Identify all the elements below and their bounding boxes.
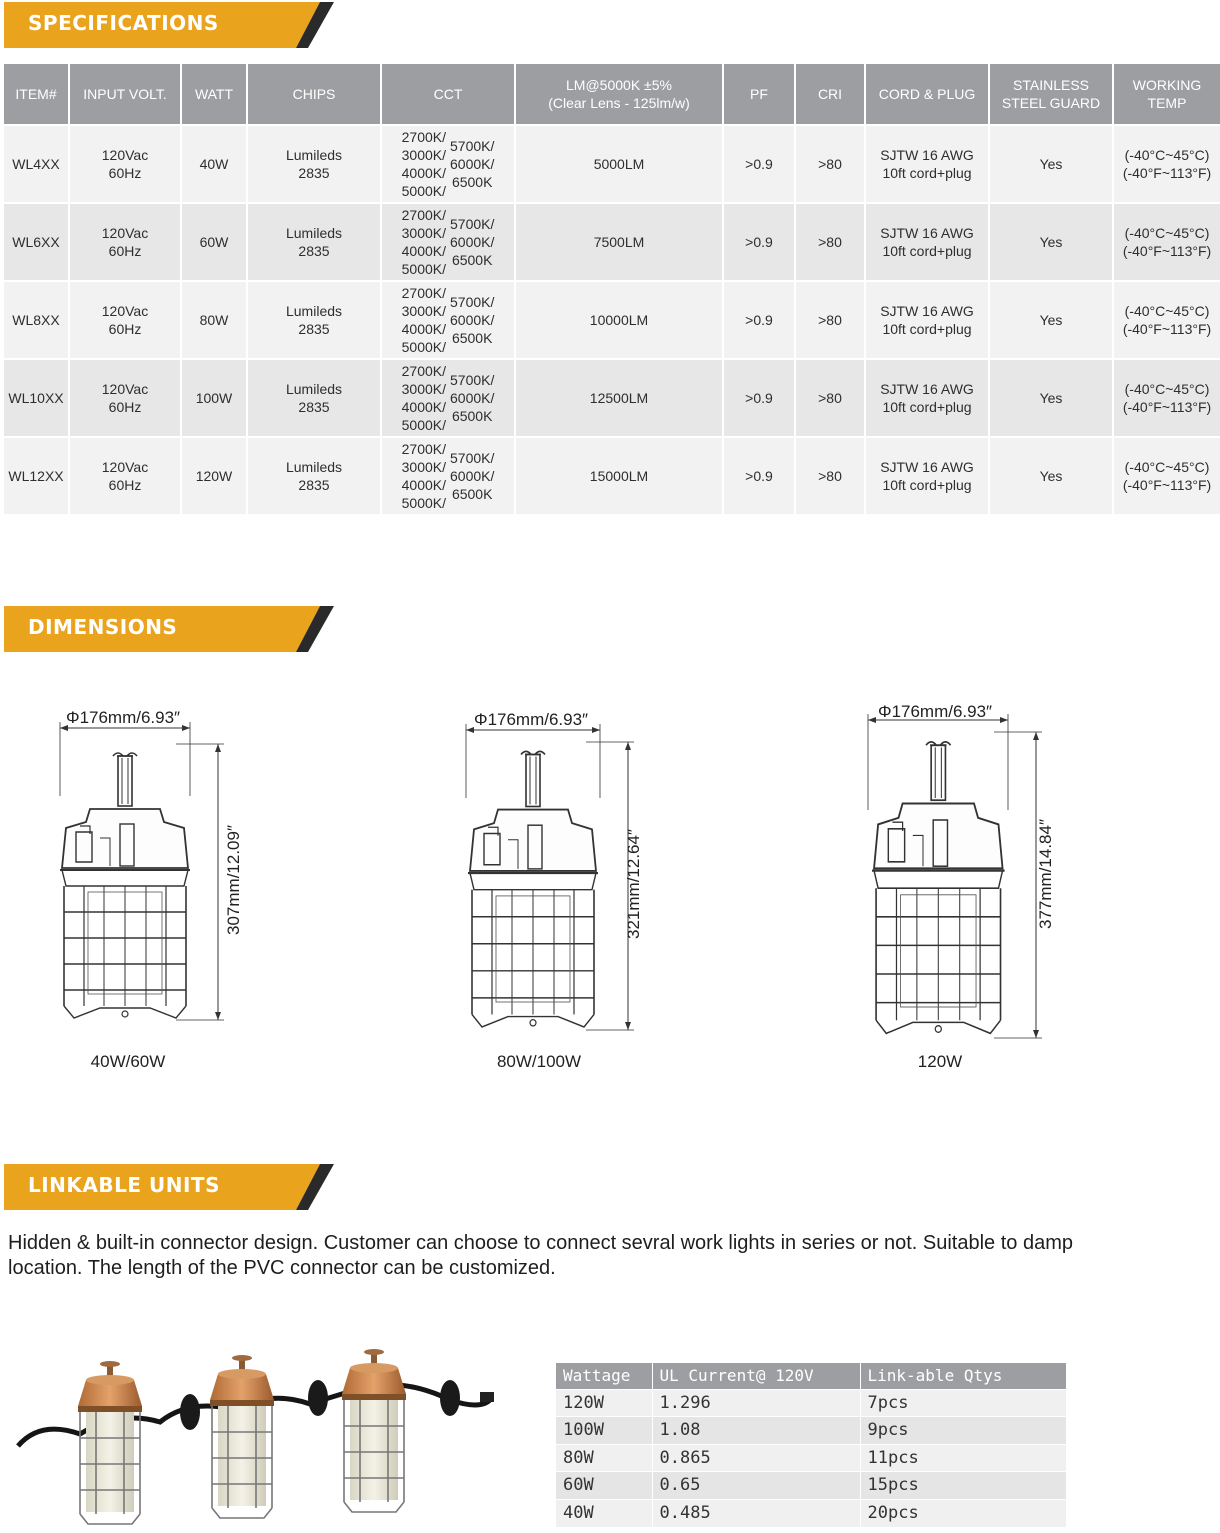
cell-volt: 120Vac 60Hz [70, 358, 182, 436]
cct-high: 5700K/ 6000K/ 6500K [450, 216, 495, 268]
cell-pf: >0.9 [724, 124, 796, 202]
dimension-drawing-80w-100w [462, 708, 662, 1088]
cell-temp: (-40°C~45°C) (-40°F~113°F) [1114, 124, 1220, 202]
section-banner-specifications [4, 2, 330, 48]
linked-work-lights-image [10, 1350, 510, 1528]
table-row [556, 1499, 1066, 1527]
column-header: Link-able Qtys [860, 1363, 1066, 1389]
cell-temp: (-40°C~45°C) (-40°F~113°F) [1114, 436, 1220, 514]
cell-cord: SJTW 16 AWG 10ft cord+plug [866, 436, 990, 514]
cell-lumen: 12500LM [516, 358, 724, 436]
cell-item: WL6XX [4, 202, 70, 280]
cell-cct [382, 202, 516, 280]
cell-cord: SJTW 16 AWG 10ft cord+plug [866, 358, 990, 436]
cct-high: 5700K/ 6000K/ 6500K [450, 372, 495, 424]
cell-cct [382, 124, 516, 202]
cct-low: 2700K/ 3000K/ 4000K/ 5000K/ [401, 207, 446, 277]
cell-guard: Yes [990, 280, 1114, 358]
cell-cord: SJTW 16 AWG 10ft cord+plug [866, 124, 990, 202]
cell-current: 0.485 [652, 1499, 860, 1527]
cell-pf: >0.9 [724, 358, 796, 436]
column-header: STAINLESS STEEL GUARD [990, 64, 1114, 124]
cell-item: WL8XX [4, 280, 70, 358]
column-header: PF [724, 64, 796, 124]
cct-low: 2700K/ 3000K/ 4000K/ 5000K/ [401, 441, 446, 511]
linkable-units-table [556, 1363, 1067, 1527]
cct-high: 5700K/ 6000K/ 6500K [450, 138, 495, 190]
cell-cri: >80 [796, 358, 866, 436]
cell-volt: 120Vac 60Hz [70, 436, 182, 514]
column-header: LM@5000K ±5% (Clear Lens - 125lm/w) [516, 64, 724, 124]
cell-temp: (-40°C~45°C) (-40°F~113°F) [1114, 358, 1220, 436]
cell-volt: 120Vac 60Hz [70, 124, 182, 202]
drawing-caption: 120W [917, 1052, 963, 1071]
table-header-row [4, 64, 1220, 124]
cell-wattage: 80W [556, 1444, 652, 1472]
cct-high: 5700K/ 6000K/ 6500K [450, 450, 495, 502]
cell-volt: 120Vac 60Hz [70, 202, 182, 280]
section-banner-dimensions [4, 606, 330, 652]
cell-wattage: 40W [556, 1499, 652, 1527]
table-row [4, 202, 1220, 280]
cell-qty: 9pcs [860, 1417, 1066, 1445]
cell-guard: Yes [990, 436, 1114, 514]
diameter-label: Φ176mm/6.93″ [474, 710, 589, 729]
table-row [4, 124, 1220, 202]
height-label: 321mm/12.64″ [624, 829, 643, 939]
drawing-caption: 80W/100W [496, 1052, 582, 1071]
cct-high: 5700K/ 6000K/ 6500K [450, 294, 495, 346]
cell-wattage: 100W [556, 1417, 652, 1445]
cell-item: WL12XX [4, 436, 70, 514]
cell-qty: 15pcs [860, 1472, 1066, 1500]
cct-low: 2700K/ 3000K/ 4000K/ 5000K/ [401, 363, 446, 433]
cell-watt: 40W [182, 124, 248, 202]
cell-lumen: 5000LM [516, 124, 724, 202]
cell-volt: 120Vac 60Hz [70, 280, 182, 358]
cell-watt: 120W [182, 436, 248, 514]
height-label: 307mm/12.09″ [224, 825, 243, 935]
section-banner-linkable-units [4, 1164, 330, 1210]
cell-cri: >80 [796, 124, 866, 202]
dimension-drawing-120w [864, 700, 1064, 1080]
table-row [556, 1472, 1066, 1500]
cell-guard: Yes [990, 124, 1114, 202]
cell-current: 0.65 [652, 1472, 860, 1500]
table-row [556, 1389, 1066, 1417]
cell-temp: (-40°C~45°C) (-40°F~113°F) [1114, 202, 1220, 280]
cell-cord: SJTW 16 AWG 10ft cord+plug [866, 202, 990, 280]
cell-watt: 80W [182, 280, 248, 358]
cell-cri: >80 [796, 280, 866, 358]
cell-lumen: 15000LM [516, 436, 724, 514]
linkable-description: Hidden & built-in connector design. Customer can choose to connect sevral work lights in series or not. Suitable to damp location. The length of the PVC connector can be customized. [8, 1232, 1073, 1279]
cell-qty: 7pcs [860, 1389, 1066, 1417]
cell-temp: (-40°C~45°C) (-40°F~113°F) [1114, 280, 1220, 358]
column-header: CRI [796, 64, 866, 124]
cell-pf: >0.9 [724, 280, 796, 358]
cell-wattage: 60W [556, 1472, 652, 1500]
cell-cct [382, 436, 516, 514]
cell-cct [382, 280, 516, 358]
cell-watt: 100W [182, 358, 248, 436]
cell-qty: 11pcs [860, 1444, 1066, 1472]
cct-low: 2700K/ 3000K/ 4000K/ 5000K/ [401, 129, 446, 199]
column-header: CCT [382, 64, 516, 124]
height-label: 377mm/14.84″ [1036, 819, 1055, 929]
cell-chips: Lumileds 2835 [248, 280, 382, 358]
cell-current: 0.865 [652, 1444, 860, 1472]
cell-pf: >0.9 [724, 202, 796, 280]
table-row [4, 358, 1220, 436]
cell-current: 1.296 [652, 1389, 860, 1417]
column-header: WORKING TEMP [1114, 64, 1220, 124]
cell-cri: >80 [796, 202, 866, 280]
cell-item: WL4XX [4, 124, 70, 202]
dimension-drawing-40w-60w [56, 706, 256, 1086]
cell-guard: Yes [990, 358, 1114, 436]
column-header: UL Current@ 120V [652, 1363, 860, 1389]
column-header: CHIPS [248, 64, 382, 124]
table-row [4, 436, 1220, 514]
column-header: Wattage [556, 1363, 652, 1389]
column-header: ITEM# [4, 64, 70, 124]
diameter-label: Φ176mm/6.93″ [878, 702, 993, 721]
drawing-caption: 40W/60W [90, 1052, 166, 1071]
specifications-table [4, 64, 1220, 514]
cell-watt: 60W [182, 202, 248, 280]
column-header: CORD & PLUG [866, 64, 990, 124]
cct-low: 2700K/ 3000K/ 4000K/ 5000K/ [401, 285, 446, 355]
cell-item: WL10XX [4, 358, 70, 436]
cell-wattage: 120W [556, 1389, 652, 1417]
diameter-label: Φ176mm/6.93″ [66, 708, 181, 727]
cell-chips: Lumileds 2835 [248, 358, 382, 436]
table-row [556, 1444, 1066, 1472]
cell-cct [382, 358, 516, 436]
cell-chips: Lumileds 2835 [248, 202, 382, 280]
section-title-dimensions: DIMENSIONS [28, 615, 178, 639]
column-header: WATT [182, 64, 248, 124]
cell-guard: Yes [990, 202, 1114, 280]
cell-chips: Lumileds 2835 [248, 436, 382, 514]
cell-chips: Lumileds 2835 [248, 124, 382, 202]
cell-lumen: 10000LM [516, 280, 724, 358]
cell-cord: SJTW 16 AWG 10ft cord+plug [866, 280, 990, 358]
table-header-row [556, 1363, 1066, 1389]
cell-lumen: 7500LM [516, 202, 724, 280]
column-header: INPUT VOLT. [70, 64, 182, 124]
cell-pf: >0.9 [724, 436, 796, 514]
table-row [4, 280, 1220, 358]
cell-current: 1.08 [652, 1417, 860, 1445]
section-title-specifications: SPECIFICATIONS [28, 11, 219, 35]
cell-cri: >80 [796, 436, 866, 514]
cell-qty: 20pcs [860, 1499, 1066, 1527]
section-title-linkable-units: LINKABLE UNITS [28, 1173, 220, 1197]
table-row [556, 1417, 1066, 1445]
